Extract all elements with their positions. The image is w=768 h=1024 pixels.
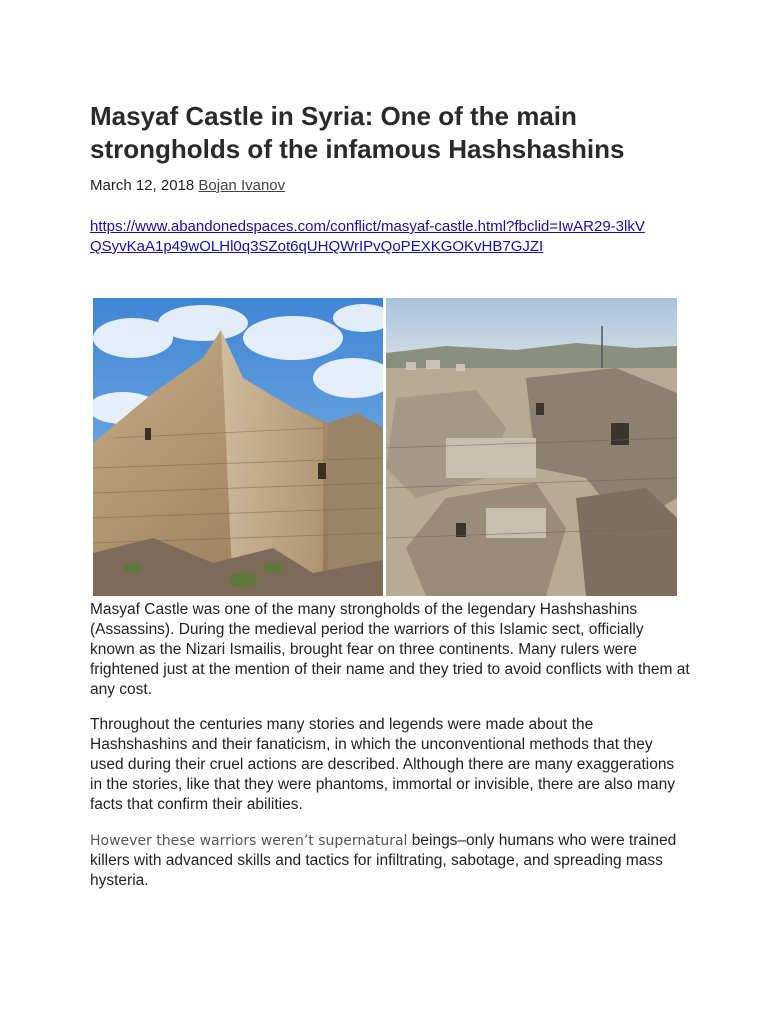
castle-ruins-photo bbox=[386, 298, 677, 596]
paragraph-3-lead: However these warriors weren’t supernatural bbox=[90, 833, 408, 849]
article-date: March 12, 2018 bbox=[90, 177, 195, 194]
article-title: Masyaf Castle in Syria: One of the main strongholds of the infamous Hashshashins bbox=[90, 101, 625, 164]
article-meta bbox=[90, 176, 285, 196]
paragraph-1: Masyaf Castle was one of the many strongholds of the legendary Hashshashins (Assassins). During the medieval period the warriors of this Islamic sect, officially known as the Nizari Ismailis, brought fear on three continents. Many rulers were frightened just at the mention of their name and they tried to avoid conflicts with them at any cost. bbox=[90, 601, 690, 698]
paragraph-3 bbox=[90, 831, 690, 891]
source-url-link[interactable]: https://www.abandonedspaces.com/conflict/masyaf-castle.html?fbclid=IwAR29-3lkVQSyvKaA1p49wOLHl0q3SZot6qUHQWrIPvQoPEXKGOKvHB7GJZI bbox=[90, 218, 645, 255]
author-link[interactable]: Bojan Ivanov bbox=[198, 177, 286, 194]
paragraph-2: Throughout the centuries many stories and legends were made about the Hashshashins and their fanaticism, in which the unconventional methods that they used during their cruel actions are described. Although there are many exaggerations in the stories, like that they were phantoms, immortal or invisible, there are also many facts that confirm their abilities. bbox=[90, 716, 675, 813]
castle-wall-photo bbox=[93, 298, 383, 596]
paragraph-3-rest: beings–only humans who were trained killers with advanced skills and tactics for infiltrating, sabotage, and spreading mass hysteria. bbox=[90, 832, 677, 889]
